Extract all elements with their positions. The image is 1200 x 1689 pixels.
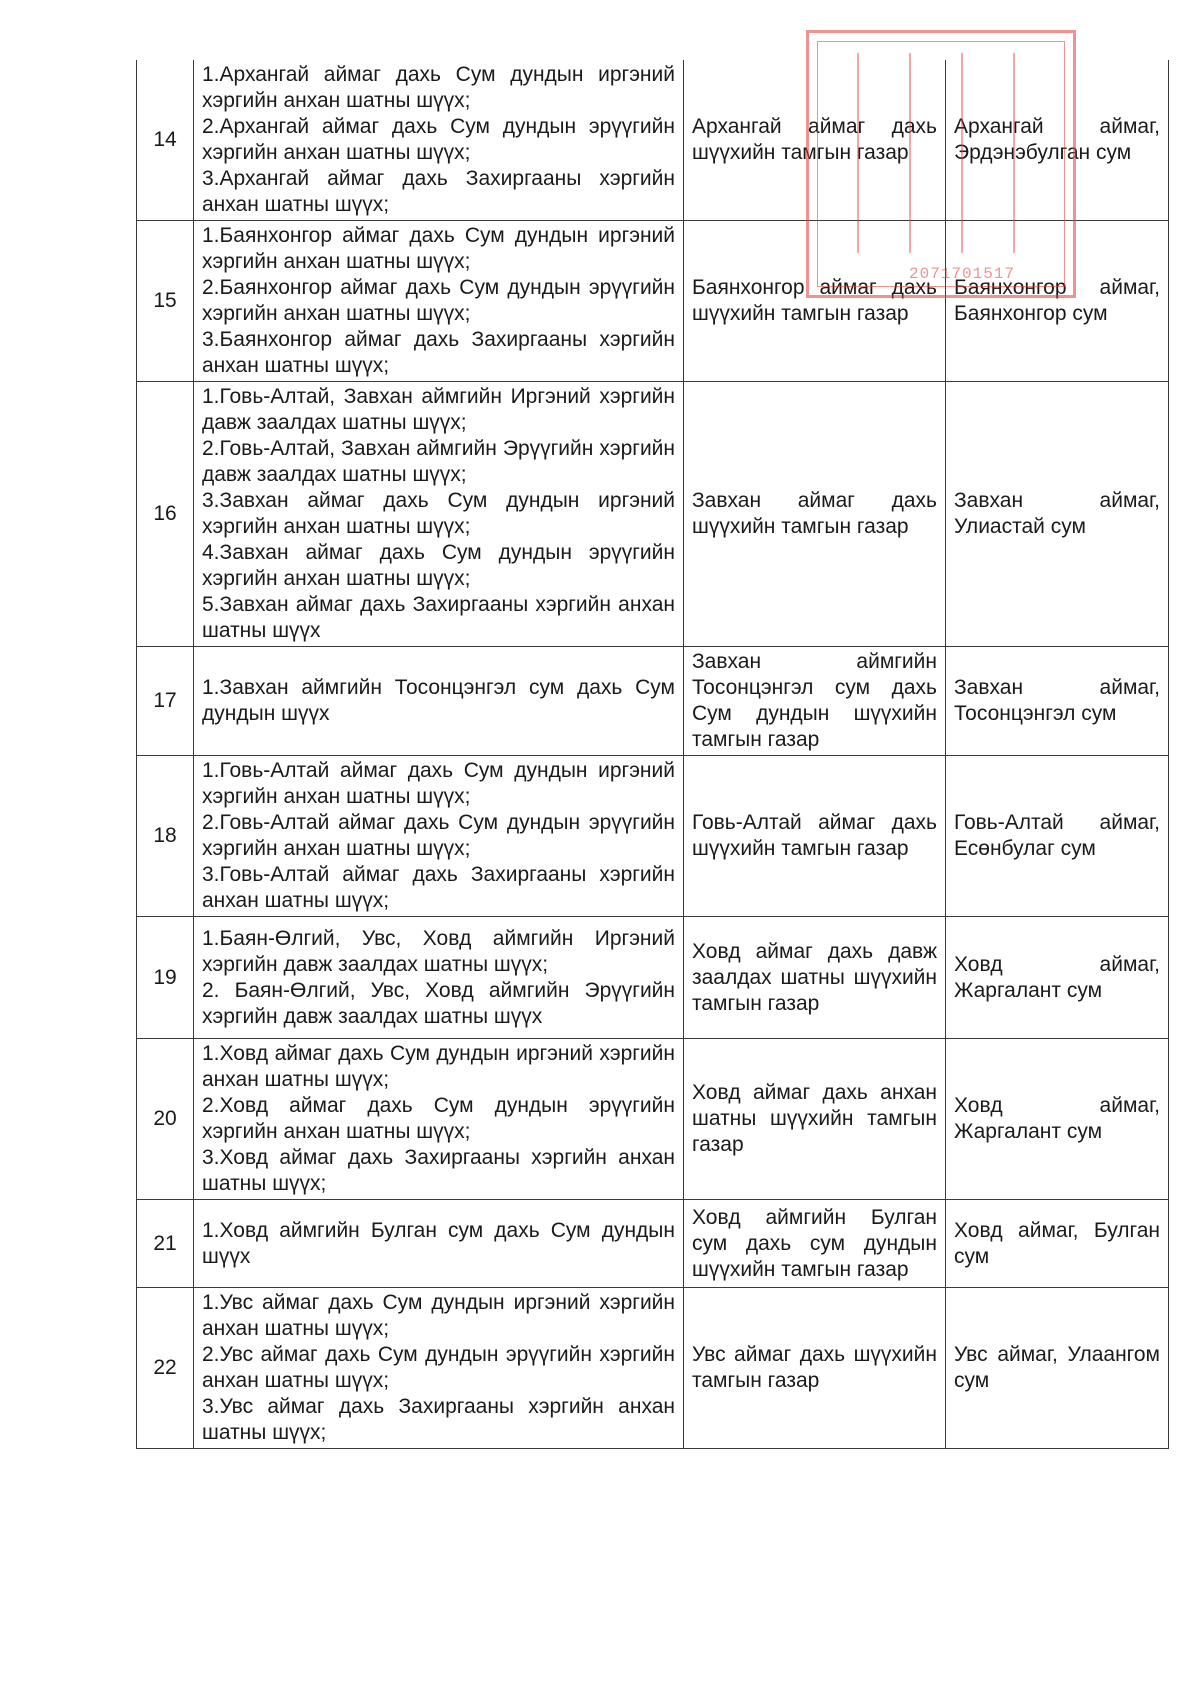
table-row xyxy=(137,1288,1169,1449)
court-name: 3.Архангай аймаг дахь Захиргааны хэргийн анхан шатны шүүх; xyxy=(202,167,675,216)
court-name: 2.Говь-Алтай, Завхан аймгийн Эрүүгийн хэргийн давж заалдах шатны шүүх; xyxy=(202,437,675,486)
court-office-cell: Завхан аймгийн Тосонцэнгэл сум дахь Сум дундын шүүхийн тамгын газар xyxy=(684,647,946,756)
court-office-cell: Ховд аймгийн Булган сум дахь сум дундын шүүхийн тамгын газар xyxy=(684,1200,946,1288)
court-office-cell: Увс аймаг дахь шүүхийн тамгын газар xyxy=(684,1288,946,1449)
row-number: 18 xyxy=(137,756,194,917)
court-name: 2.Говь-Алтай аймаг дахь Сум дундын эрүүгийн хэргийн анхан шатны шүүх; xyxy=(202,811,675,860)
court-name: 1.Завхан аймгийн Тосонцэнгэл сум дахь Сум дундын шүүх xyxy=(202,676,675,725)
row-number: 16 xyxy=(137,382,194,647)
table-row xyxy=(137,647,1169,756)
location-cell: Архангай аймаг, Эрдэнэбулган сум xyxy=(946,60,1169,221)
court-office-cell: Ховд аймаг дахь давж заалдах шатны шүүхийн тамгын газар xyxy=(684,917,946,1039)
court-name: 3.Ховд аймаг дахь Захиргааны хэргийн анхан шатны шүүх; xyxy=(202,1146,675,1195)
court-list-cell xyxy=(194,221,684,382)
court-name: 3.Увс аймаг дахь Захиргааны хэргийн анхан шатны шүүх; xyxy=(202,1395,675,1444)
court-name: 1.Ховд аймаг дахь Сум дундын иргэний хэргийн анхан шатны шүүх; xyxy=(202,1042,675,1091)
court-name: 2. Баян-Өлгий, Увс, Ховд аймгийн Эрүүгийн хэргийн давж заалдах шатны шүүх xyxy=(202,978,675,1028)
court-office-cell: Ховд аймаг дахь анхан шатны шүүхийн тамгын газар xyxy=(684,1039,946,1200)
location-cell: Ховд аймаг, Булган сум xyxy=(946,1200,1169,1288)
row-number: 22 xyxy=(137,1288,194,1449)
location-cell: Ховд аймаг, Жаргалант сум xyxy=(946,1039,1169,1200)
official-stamp xyxy=(806,30,1076,298)
stamp-script-line xyxy=(1013,53,1037,253)
location-cell: Ховд аймаг, Жаргалант сум xyxy=(946,917,1169,1039)
court-name: 1.Говь-Алтай аймаг дахь Сум дундын иргэний хэргийн анхан шатны шүүх; xyxy=(202,759,675,808)
court-name: 3.Говь-Алтай аймаг дахь Захиргааны хэргийн анхан шатны шүүх; xyxy=(202,863,675,912)
table-row xyxy=(137,917,1169,1039)
location-cell: Завхан аймаг, Тосонцэнгэл сум xyxy=(946,647,1169,756)
stamp-script-line xyxy=(857,53,881,253)
court-list-cell xyxy=(194,1200,684,1288)
court-list-cell xyxy=(194,756,684,917)
row-number: 19 xyxy=(137,917,194,1039)
court-office-cell: Баянхонгор аймаг дахь шүүхийн тамгын газар xyxy=(684,221,946,382)
court-name: 1.Баянхонгор аймаг дахь Сум дундын иргэний хэргийн анхан шатны шүүх; xyxy=(202,224,675,273)
court-list-cell xyxy=(194,1288,684,1449)
row-number: 15 xyxy=(137,221,194,382)
court-list-cell xyxy=(194,1039,684,1200)
table-row xyxy=(137,382,1169,647)
stamp-script-line xyxy=(961,53,985,253)
row-number: 20 xyxy=(137,1039,194,1200)
stamp-number: 2071701517 xyxy=(909,265,1016,283)
court-office-cell: Архангай аймаг дахь шүүхийн тамгын газар xyxy=(684,60,946,221)
row-number: 14 xyxy=(137,60,194,221)
table-row xyxy=(137,1039,1169,1200)
court-name: 1.Баян-Өлгий, Увс, Ховд аймгийн Иргэний хэргийн давж заалдах шатны шүүх; xyxy=(202,926,675,976)
court-name: 4.Завхан аймаг дахь Сум дундын эрүүгийн хэргийн анхан шатны шүүх; xyxy=(202,541,675,590)
court-office-cell: Завхан аймаг дахь шүүхийн тамгын газар xyxy=(684,382,946,647)
location-cell: Говь-Алтай аймаг, Есөнбулаг сум xyxy=(946,756,1169,917)
row-number: 21 xyxy=(137,1200,194,1288)
row-number: 17 xyxy=(137,647,194,756)
court-name: 2.Увс аймаг дахь Сум дундын эрүүгийн хэргийн анхан шатны шүүх; xyxy=(202,1343,675,1392)
court-name: 1.Архангай аймаг дахь Сум дундын иргэний хэргийн анхан шатны шүүх; xyxy=(202,63,675,112)
table-row xyxy=(137,1200,1169,1288)
location-cell: Завхан аймаг, Улиастай сум xyxy=(946,382,1169,647)
court-list-cell xyxy=(194,382,684,647)
court-list-cell xyxy=(194,60,684,221)
stamp-script-line xyxy=(909,53,933,253)
court-name: 3.Баянхонгор аймаг дахь Захиргааны хэргийн анхан шатны шүүх; xyxy=(202,328,675,377)
court-name: 1.Увс аймаг дахь Сум дундын иргэний хэргийн анхан шатны шүүх; xyxy=(202,1291,675,1340)
court-list-cell xyxy=(194,647,684,756)
court-office-cell: Говь-Алтай аймаг дахь шүүхийн тамгын газар xyxy=(684,756,946,917)
court-name: 1.Говь-Алтай, Завхан аймгийн Иргэний хэргийн давж заалдах шатны шүүх; xyxy=(202,385,675,434)
court-name: 5.Завхан аймаг дахь Захиргааны хэргийн анхан шатны шүүх xyxy=(202,593,675,642)
court-name: 3.Завхан аймаг дахь Сум дундын иргэний хэргийн анхан шатны шүүх; xyxy=(202,489,675,538)
court-list-cell xyxy=(194,917,684,1039)
court-name: 2.Архангай аймаг дахь Сум дундын эрүүгийн хэргийн анхан шатны шүүх; xyxy=(202,115,675,164)
table-row xyxy=(137,756,1169,917)
court-name: 2.Ховд аймаг дахь Сум дундын эрүүгийн хэргийн анхан шатны шүүх; xyxy=(202,1094,675,1143)
location-cell: Увс аймаг, Улаангом сум xyxy=(946,1288,1169,1449)
location-cell: Баянхонгор аймаг, Баянхонгор сум xyxy=(946,221,1169,382)
court-name: 2.Баянхонгор аймаг дахь Сум дундын эрүүгийн хэргийн анхан шатны шүүх; xyxy=(202,276,675,325)
court-name: 1.Ховд аймгийн Булган сум дахь Сум дундын шүүх xyxy=(202,1218,675,1268)
